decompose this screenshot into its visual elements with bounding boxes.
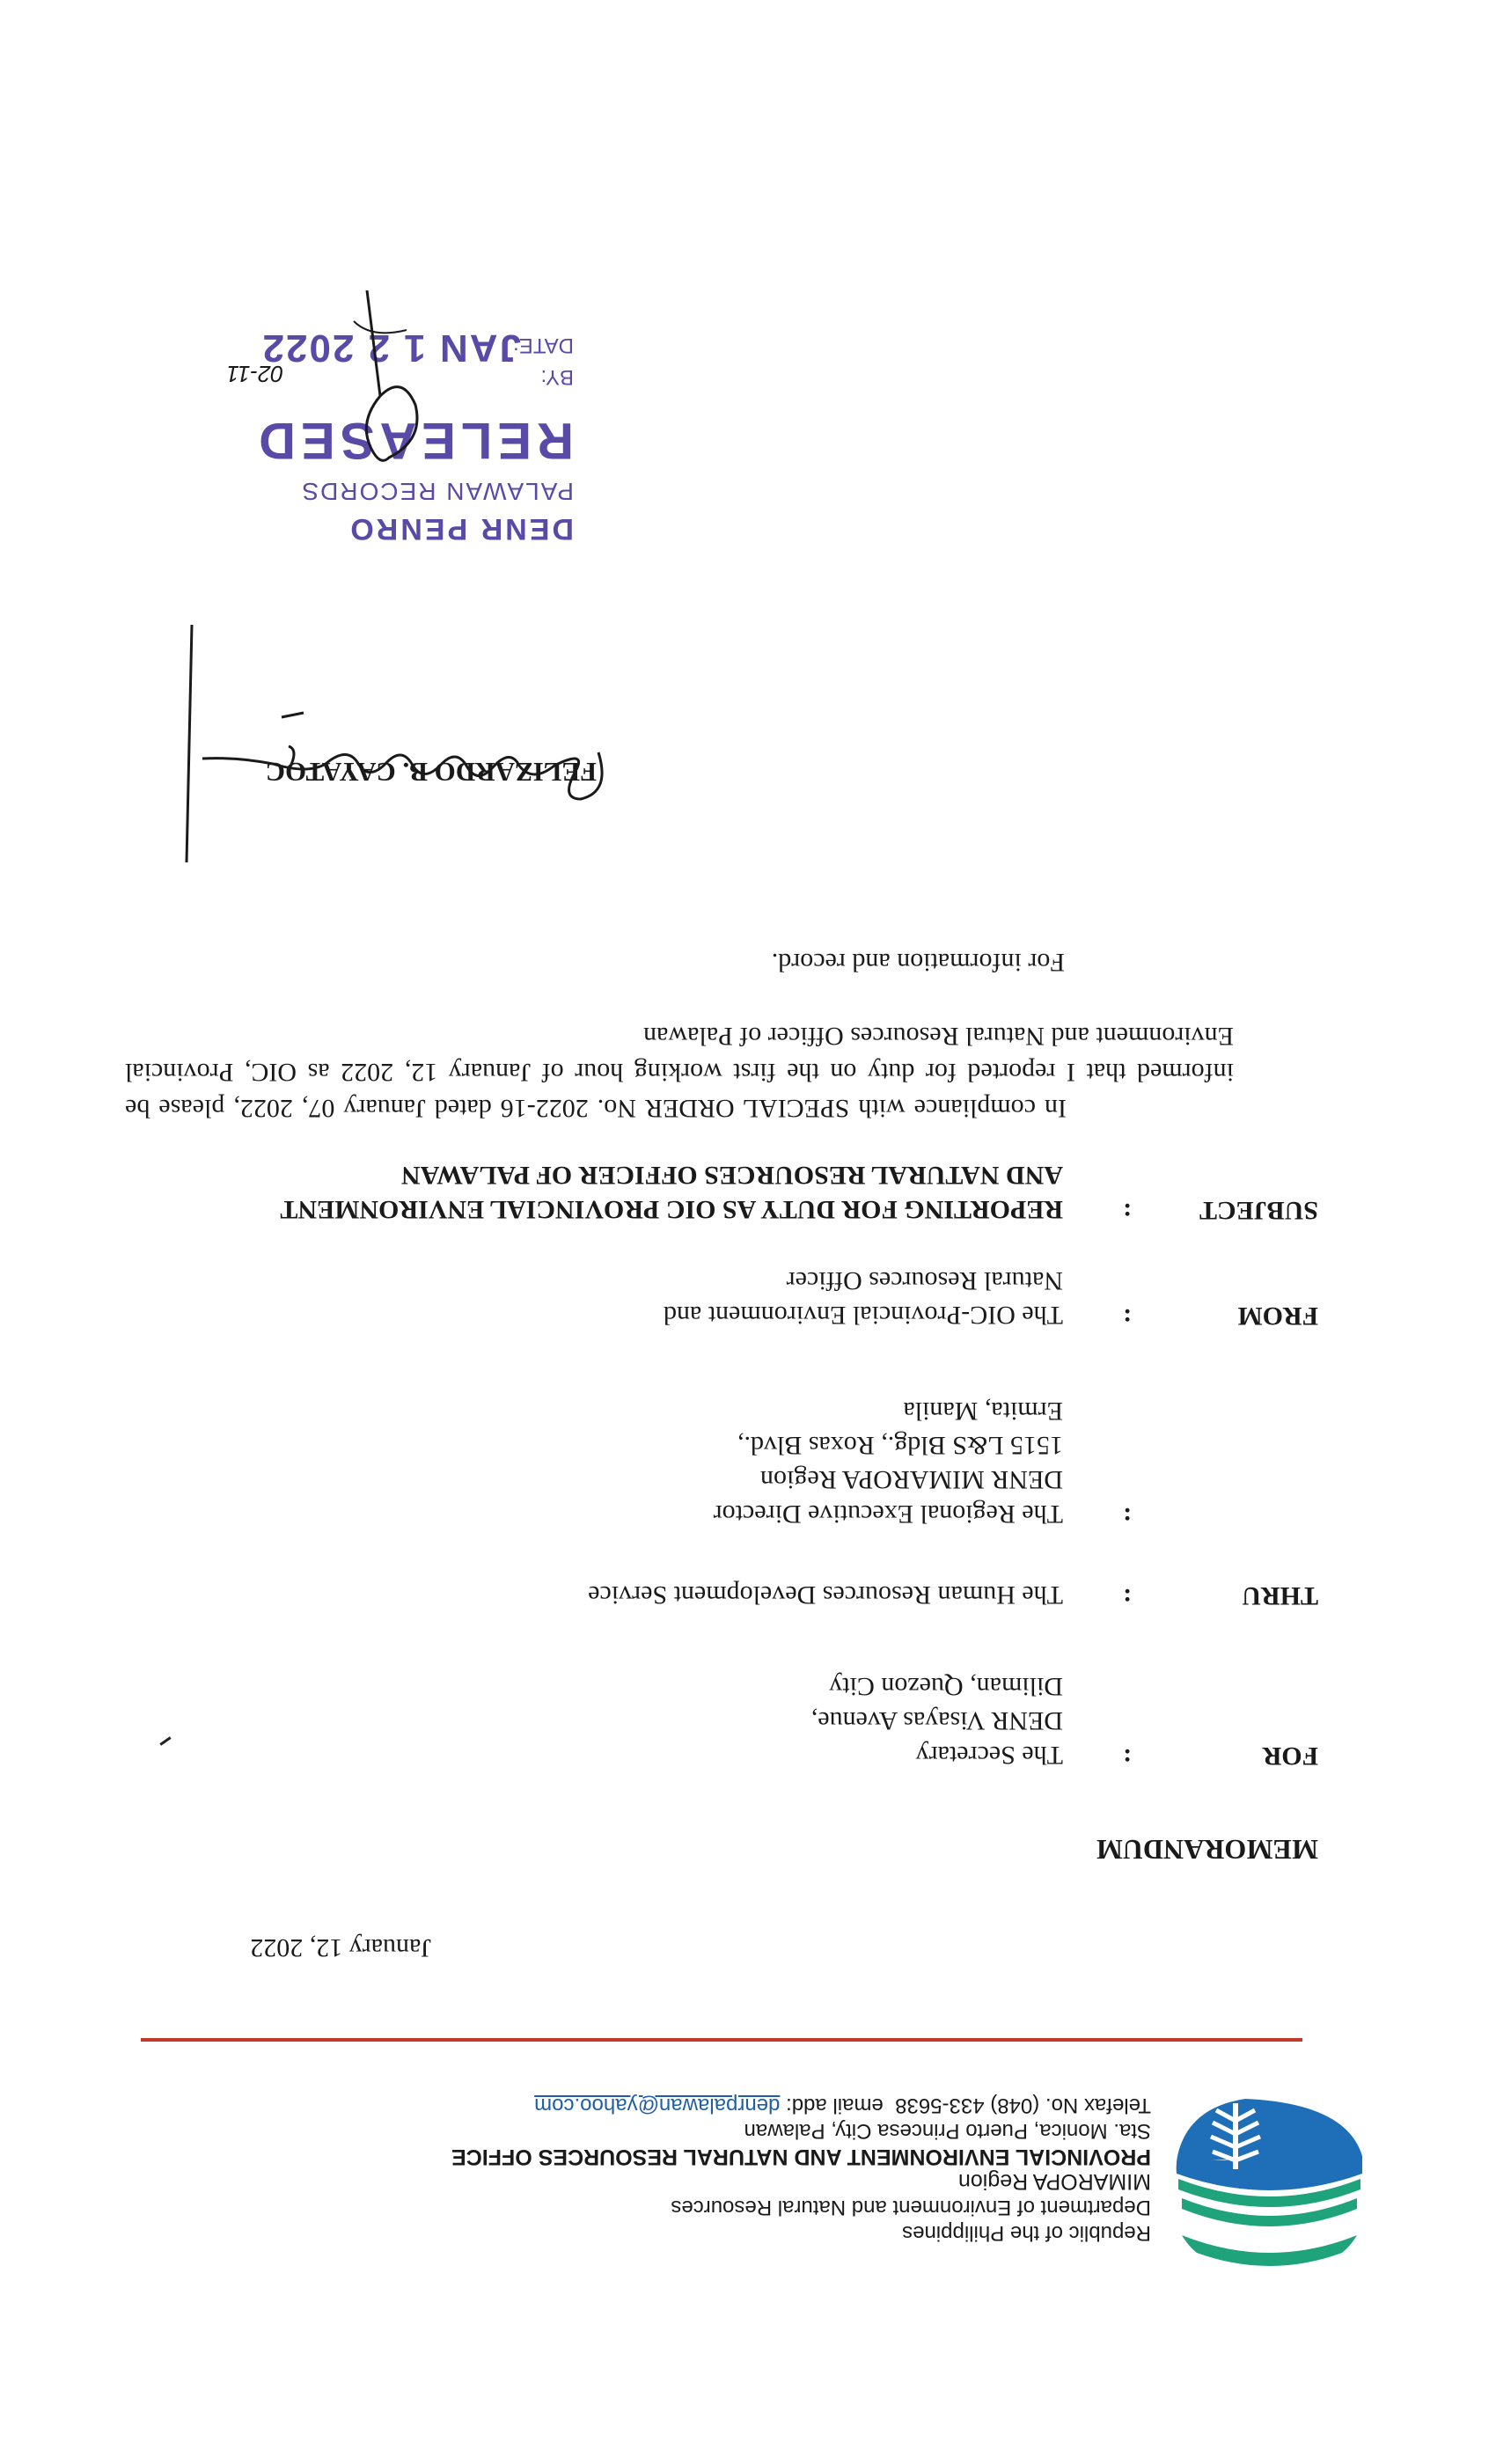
thru-label: THRU: [1242, 1581, 1318, 1610]
letterhead-address: Sta. Monica, Puerto Princesa City, Palawan: [744, 2119, 1151, 2143]
subject-text: [280, 1158, 1063, 1227]
for-line-3: Diliman, Quezon City: [829, 1672, 1063, 1701]
body-paragraph-1: In compliance with SPECIAL ORDER No. 2022-16 dated January 07, 2022, please be informed that I reported for duty on the first working hour of January 12, 2022 as OIC, Provincial Environment and Natural Resources Officer of Palawan: [125, 1022, 1234, 1123]
thru-address-line-4: Ermita, Manila: [903, 1397, 1063, 1426]
from-colon: :: [1123, 1303, 1132, 1332]
email-label: email add:: [786, 2094, 884, 2117]
subject-line-2: AND NATURAL RESOURCES OFFICER OF PALAWAN: [400, 1161, 1063, 1190]
subject-line-1: REPORTING FOR DUTY AS OIC PROVINCIAL ENVIRONMENT: [280, 1195, 1063, 1224]
stamp-date-value: JAN 1 2 2022: [260, 326, 521, 370]
for-recipient: [811, 1669, 1063, 1772]
letterhead: [132, 2094, 1364, 2270]
letterhead-contact: [534, 2092, 1151, 2118]
from-sender: [664, 1264, 1063, 1332]
stamp-released: RELEASED: [253, 412, 574, 469]
for-colon: :: [1123, 1743, 1132, 1772]
stamp-records: PALAWAN RECORDS: [300, 478, 574, 505]
thru-colon: :: [1123, 1583, 1132, 1612]
thru-address-line-2: DENR MIMAROPA Region: [760, 1465, 1063, 1494]
body-paragraph-2: For information and record.: [771, 948, 1065, 977]
subject-colon: :: [1123, 1198, 1132, 1227]
for-label: FOR: [1262, 1742, 1318, 1771]
thru-address-line-1: The Regional Executive Director: [713, 1500, 1063, 1529]
from-label: FROM: [1237, 1302, 1318, 1331]
stamp-time-note: 02-11: [226, 361, 283, 387]
letterhead-republic: Republic of the Philippines: [902, 2221, 1151, 2245]
thru-address-line-3: 1515 L&S Bldg., Roxas Blvd.,: [737, 1431, 1063, 1460]
letterhead-department: Department of Environment and Natural Resources: [671, 2196, 1151, 2219]
stamp-initial-mark: [319, 282, 442, 493]
for-line-1: The Secretary: [915, 1741, 1063, 1770]
memo-title: MEMORANDUM: [1096, 1834, 1318, 1866]
from-line-2: Natural Resources Officer: [786, 1266, 1063, 1295]
memo-date: January 12, 2022: [250, 1933, 431, 1962]
stamp-date-label: DATE:: [513, 334, 574, 357]
email-link[interactable]: denrpalawan@yahoo.com: [534, 2094, 781, 2117]
handwritten-signature: [123, 607, 616, 898]
thru-colon-2: :: [1123, 1502, 1132, 1531]
stamp-by-label: BY:: [540, 365, 574, 389]
thru-line-1: The Human Resources Development Service: [588, 1580, 1063, 1610]
denr-logo-icon: [1175, 2099, 1364, 2270]
thru-recipient-2: [714, 1394, 1063, 1531]
signatory-name: FELIZARDO B. CAYATOC: [265, 757, 597, 788]
telefax-number: Telefax No. (048) 433-5638: [895, 2094, 1151, 2117]
for-line-2: DENR Visayas Avenue,: [810, 1706, 1063, 1735]
letterhead-office: PROVINCIAL ENVIRONMENT AND NATURAL RESOURCES OFFICE: [451, 2145, 1151, 2169]
subject-label: SUBJECT: [1199, 1196, 1318, 1225]
header-rule: [141, 2038, 1302, 2042]
from-line-1: The OIC-Provincial Environment and: [663, 1301, 1063, 1330]
released-stamp: [204, 246, 574, 546]
letterhead-region: MIMAROPA Region: [957, 2169, 1151, 2194]
stamp-office: DENR PENRO: [348, 512, 574, 546]
pen-mark: [159, 1736, 171, 1745]
